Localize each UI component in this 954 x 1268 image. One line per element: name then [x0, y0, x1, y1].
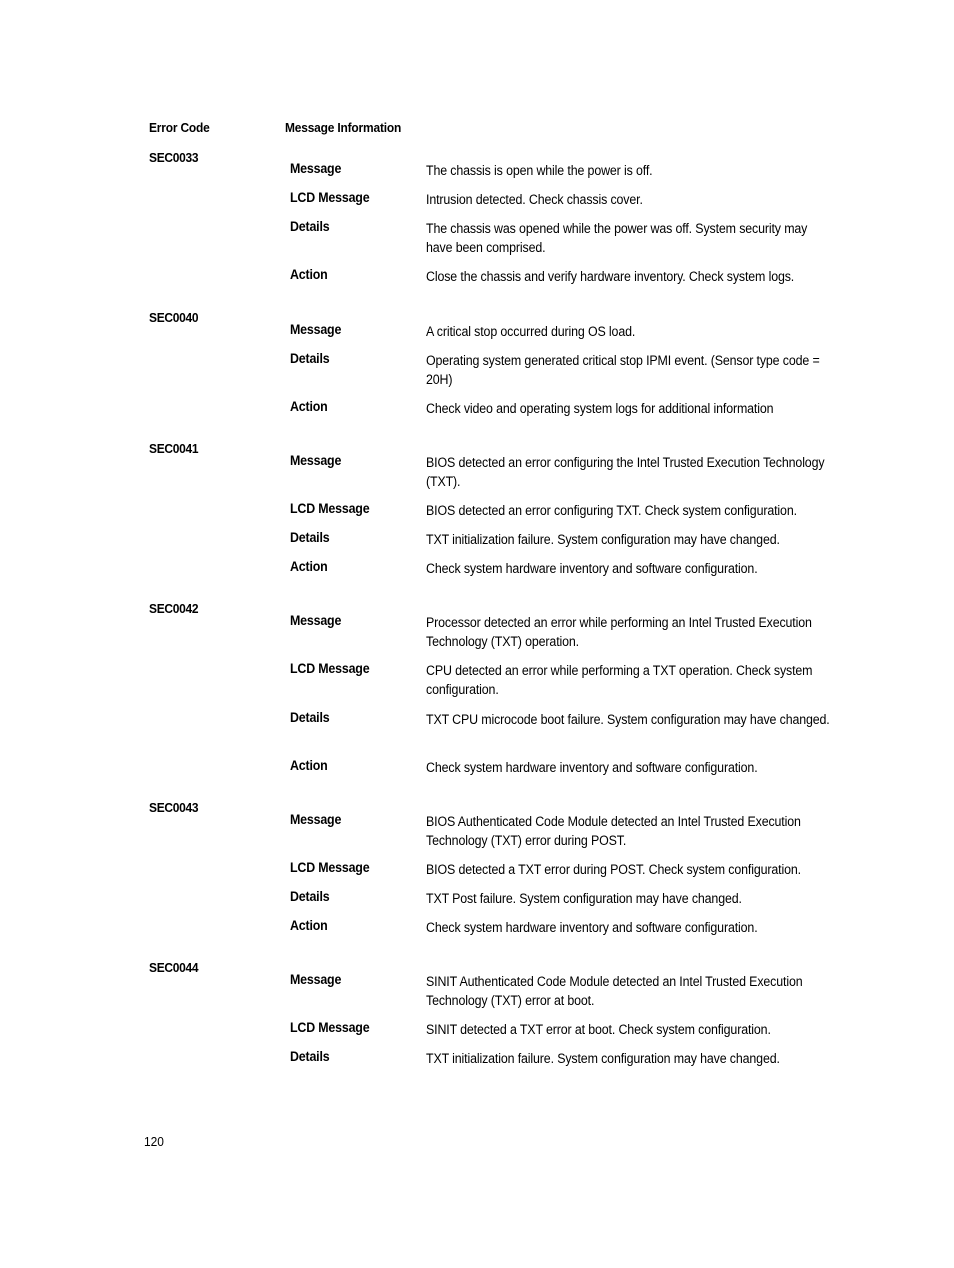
error-code: SEC0043	[149, 800, 199, 815]
row-text: Processor detected an error while performing an Intel Trusted Execution Technology (TXT) operation.	[426, 615, 812, 650]
row-label: Details	[290, 889, 330, 904]
row-text: TXT initialization failure. System configuration may have changed.	[426, 1051, 780, 1066]
row-text: CPU detected an error while performing a TXT operation. Check system configuration.	[426, 663, 813, 698]
error-code: SEC0033	[149, 150, 199, 165]
row-text: Check system hardware inventory and software configuration.	[426, 920, 758, 935]
row-text: TXT CPU microcode boot failure. System configuration may have changed.	[426, 712, 830, 727]
row-label: LCD Message	[290, 501, 370, 516]
row-text: BIOS detected an error configuring the Intel Trusted Execution Technology (TXT).	[426, 455, 825, 490]
row-label: LCD Message	[290, 190, 370, 205]
row-text: TXT Post failure. System configuration may have changed.	[426, 891, 742, 906]
row-label: LCD Message	[290, 1020, 370, 1035]
row-text: SINIT detected a TXT error at boot. Check system configuration.	[426, 1022, 771, 1037]
error-code: SEC0042	[149, 601, 199, 616]
row-label: Message	[290, 812, 342, 827]
row-label: Message	[290, 453, 342, 468]
row-text: A critical stop occurred during OS load.	[426, 324, 636, 339]
message-information-column-header: Message Information	[285, 120, 402, 135]
error-code: SEC0044	[149, 960, 199, 975]
row-label: Details	[290, 351, 330, 366]
error-code: SEC0041	[149, 441, 199, 456]
row-label: Details	[290, 1049, 330, 1064]
row-label: Action	[290, 758, 328, 773]
row-label: Details	[290, 219, 330, 234]
row-label: Action	[290, 399, 328, 414]
row-text: Operating system generated critical stop IPMI event. (Sensor type code = 20H)	[426, 353, 820, 388]
row-label: Action	[290, 267, 328, 282]
row-label: Message	[290, 972, 342, 987]
row-text: BIOS detected a TXT error during POST. Check system configuration.	[426, 862, 801, 877]
error-code: SEC0040	[149, 310, 199, 325]
row-text: TXT initialization failure. System configuration may have changed.	[426, 532, 780, 547]
page-number: 120	[144, 1134, 164, 1149]
row-text: Check video and operating system logs for additional information	[426, 401, 774, 416]
row-label: Message	[290, 322, 342, 337]
row-text: BIOS detected an error configuring TXT. Check system configuration.	[426, 503, 797, 518]
row-text: Check system hardware inventory and software configuration.	[426, 561, 758, 576]
row-label: Message	[290, 613, 342, 628]
row-label: Details	[290, 710, 330, 725]
row-label: Details	[290, 530, 330, 545]
row-label: Message	[290, 161, 342, 176]
row-text: Close the chassis and verify hardware inventory. Check system logs.	[426, 269, 795, 284]
row-text: SINIT Authenticated Code Module detected an Intel Trusted Execution Technology (TXT) error at boot.	[426, 974, 803, 1009]
row-label: Action	[290, 918, 328, 933]
row-text: Check system hardware inventory and software configuration.	[426, 760, 758, 775]
error-code-column-header: Error Code	[149, 120, 210, 135]
row-text: BIOS Authenticated Code Module detected an Intel Trusted Execution Technology (TXT) error during POST.	[426, 814, 801, 849]
row-text: The chassis is open while the power is off.	[426, 163, 653, 178]
row-label: LCD Message	[290, 661, 370, 676]
row-label: Action	[290, 559, 328, 574]
row-text: Intrusion detected. Check chassis cover.	[426, 192, 643, 207]
row-label: LCD Message	[290, 860, 370, 875]
row-text: The chassis was opened while the power was off. System security may have been comprised.	[426, 221, 808, 256]
